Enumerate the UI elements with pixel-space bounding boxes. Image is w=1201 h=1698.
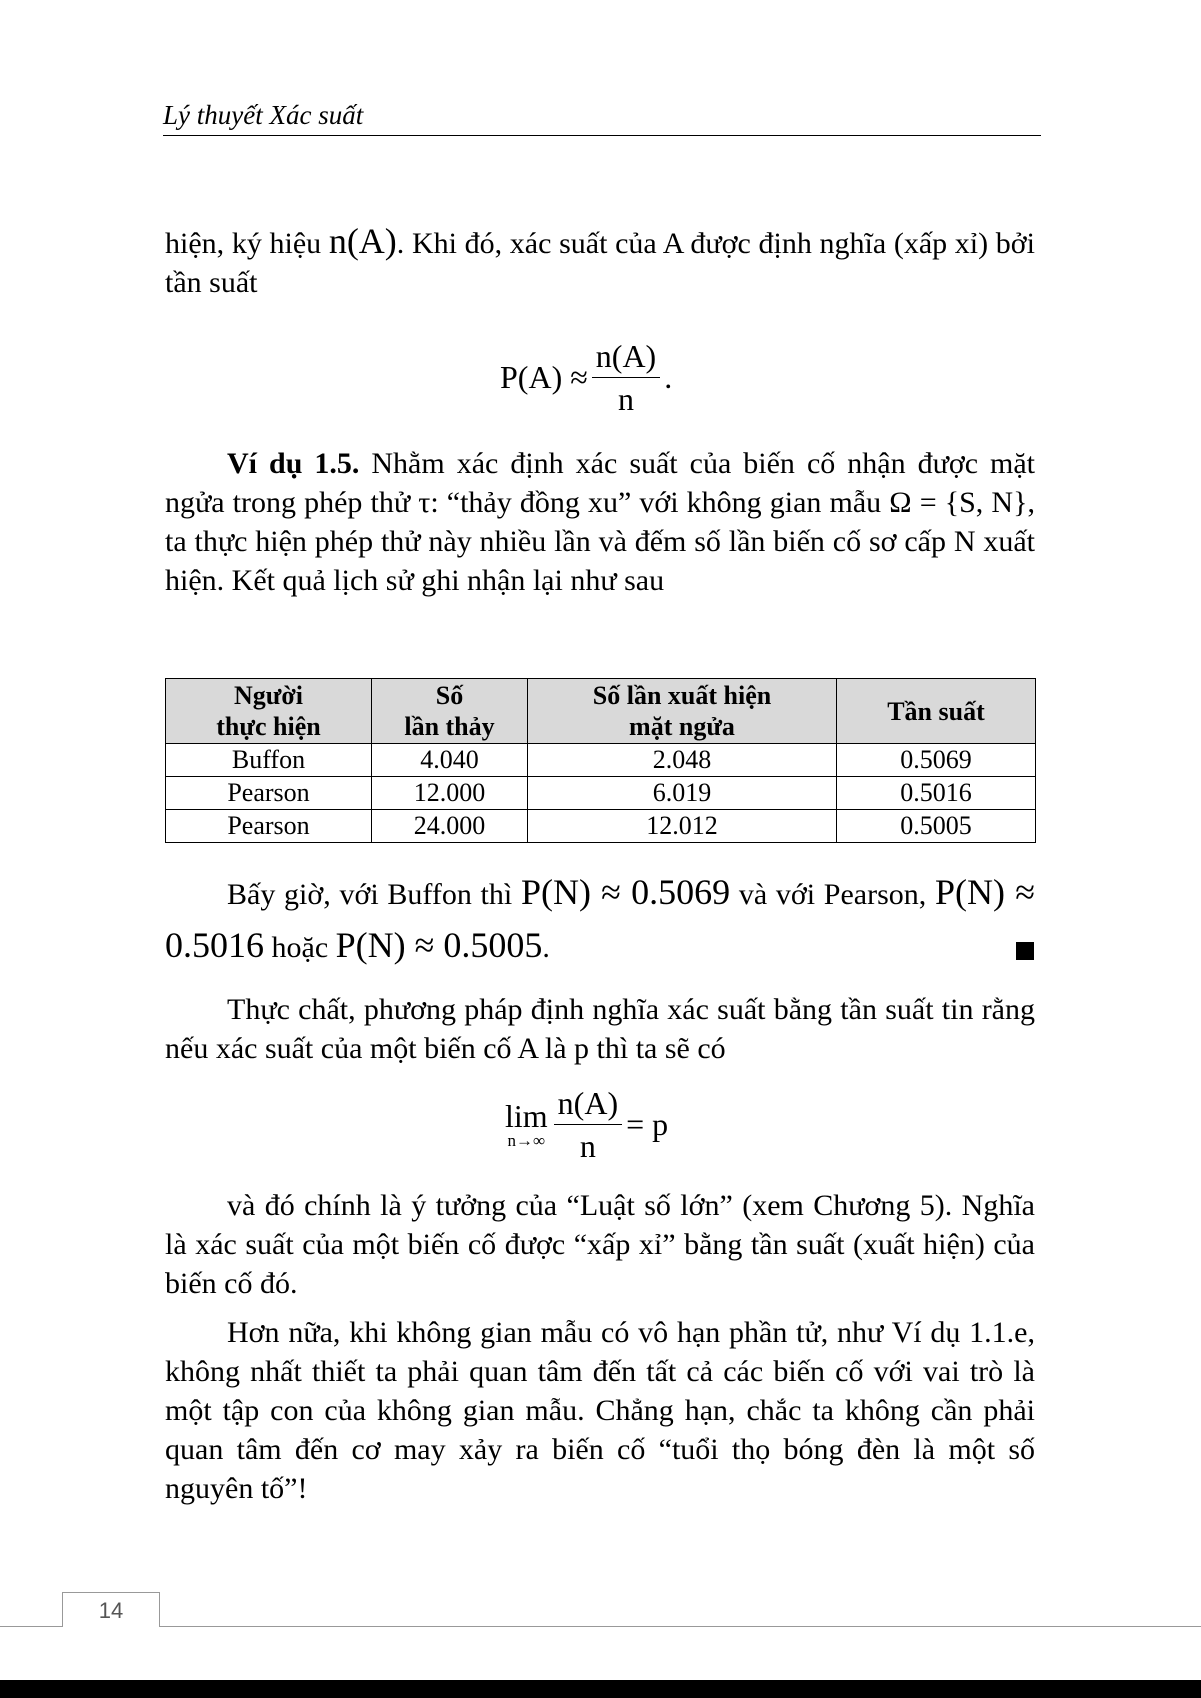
formula2-numerator: n(A)	[554, 1082, 622, 1125]
formula1-fraction	[592, 335, 660, 420]
table-cell: Pearson	[166, 777, 372, 810]
table-header-cell: Người thực hiện	[166, 679, 372, 744]
formula2-rhs: = p	[626, 1106, 669, 1142]
formula-limit	[505, 1082, 668, 1167]
paragraph-law-of-large-numbers	[165, 1186, 1035, 1303]
table-cell: 24.000	[372, 810, 528, 843]
table-row	[166, 744, 1036, 777]
formula1-denominator: n	[617, 381, 634, 417]
paragraph-infinite-space	[165, 1313, 1035, 1508]
paragraph-essence	[165, 990, 1035, 1068]
table-header-cell: Số lần thảy	[372, 679, 528, 744]
header-title: Lý thuyết Xác suất	[163, 100, 364, 130]
page-number: 14	[62, 1592, 160, 1627]
table-cell: 0.5005	[837, 810, 1036, 843]
example-text-1: Nhằm xác định xác suất của biến cố nhận được mặt ngửa trong phép thử	[165, 447, 1036, 519]
para2-text-4: .	[542, 931, 550, 964]
math-pearson-prob-2: P(N) ≈ 0.5005	[335, 925, 543, 965]
limit-label: lim	[505, 1097, 548, 1134]
table-header-row	[166, 679, 1036, 744]
math-pearson-prob-1: P(N) ≈ 0.5016	[165, 872, 1035, 965]
para5-text: Hơn nữa, khi không gian mẫu có vô hạn phần tử, như Ví dụ 1.1.e, không nhất thiết ta phải quan tâm đến tất cả các biến cố với vai trò là một tập con của không gian mẫu. Chẳng hạn, chắc ta không cần phải quan tâm đến cơ may xảy ra biến cố “tuổi thọ bóng đèn là một số nguyên tố”!	[165, 1316, 1035, 1505]
table-cell: 6.019	[528, 777, 837, 810]
footer-rule	[0, 1626, 1201, 1627]
example-text-2: : “thảy đồng xu” với không gian mẫu	[430, 486, 890, 519]
bottom-border	[0, 1680, 1201, 1698]
para3-text: Thực chất, phương pháp định nghĩa xác suất bằng tần suất tin rằng nếu xác suất của một biến cố A là p thì ta sẽ có	[165, 993, 1035, 1065]
example-label: Ví dụ 1.5.	[227, 447, 360, 480]
formula1-period: .	[664, 359, 673, 395]
running-header	[163, 100, 1041, 136]
limit-operator	[505, 1097, 548, 1150]
table-cell: 4.040	[372, 744, 528, 777]
table-header-cell: Số lần xuất hiện mặt ngửa	[528, 679, 837, 744]
math-n-of-a: n(A)	[328, 221, 397, 261]
math-sample-space: Ω = {S, N}	[889, 486, 1028, 519]
para1-text-pre: hiện, ký hiệu	[165, 227, 329, 260]
formula1-numerator: n(A)	[592, 335, 660, 378]
end-of-example-square-icon	[1016, 942, 1034, 960]
para2-text-2: và với Pearson,	[730, 878, 936, 911]
table-cell: Pearson	[166, 810, 372, 843]
table-cell: 0.5016	[837, 777, 1036, 810]
table-cell: 0.5069	[837, 744, 1036, 777]
math-tau: τ	[418, 486, 431, 519]
formula2-denominator: n	[579, 1128, 596, 1164]
table-cell: 12.012	[528, 810, 837, 843]
para2-text-3: hoặc	[264, 931, 336, 964]
table-header-cell: Tần suất	[837, 679, 1036, 744]
formula2-fraction	[554, 1082, 622, 1167]
paragraph-example	[165, 444, 1035, 600]
paragraph-intro	[165, 222, 1035, 302]
formula1-lhs: P(A) ≈	[500, 359, 588, 395]
para1-text-post: . Khi đó, xác suất của A được định nghĩa (xấp xỉ) bởi tần suất	[165, 227, 1035, 299]
formula-frequency	[500, 335, 672, 420]
para2-text-1: Bấy giờ, với Buffon thì	[227, 878, 521, 911]
coin-toss-table	[165, 678, 1036, 843]
limit-subscript: n→∞	[507, 1130, 546, 1150]
para4-text: và đó chính là ý tưởng của “Luật số lớn” (xem Chương 5). Nghĩa là xác suất của một biến cố được “xấp xỉ” bằng tần suất (xuất hiện) của biến cố đó.	[165, 1189, 1035, 1300]
table-row	[166, 810, 1036, 843]
table-cell: Buffon	[166, 744, 372, 777]
table-cell: 2.048	[528, 744, 837, 777]
paragraph-results	[165, 867, 1035, 973]
table-row	[166, 777, 1036, 810]
example-text-3: , ta thực hiện phép thử này nhiều lần và đếm số lần biến cố sơ cấp N xuất hiện. Kết quả lịch sử ghi nhận lại như sau	[165, 486, 1035, 597]
table-cell: 12.000	[372, 777, 528, 810]
math-buffon-prob: P(N) ≈ 0.5069	[520, 872, 731, 912]
